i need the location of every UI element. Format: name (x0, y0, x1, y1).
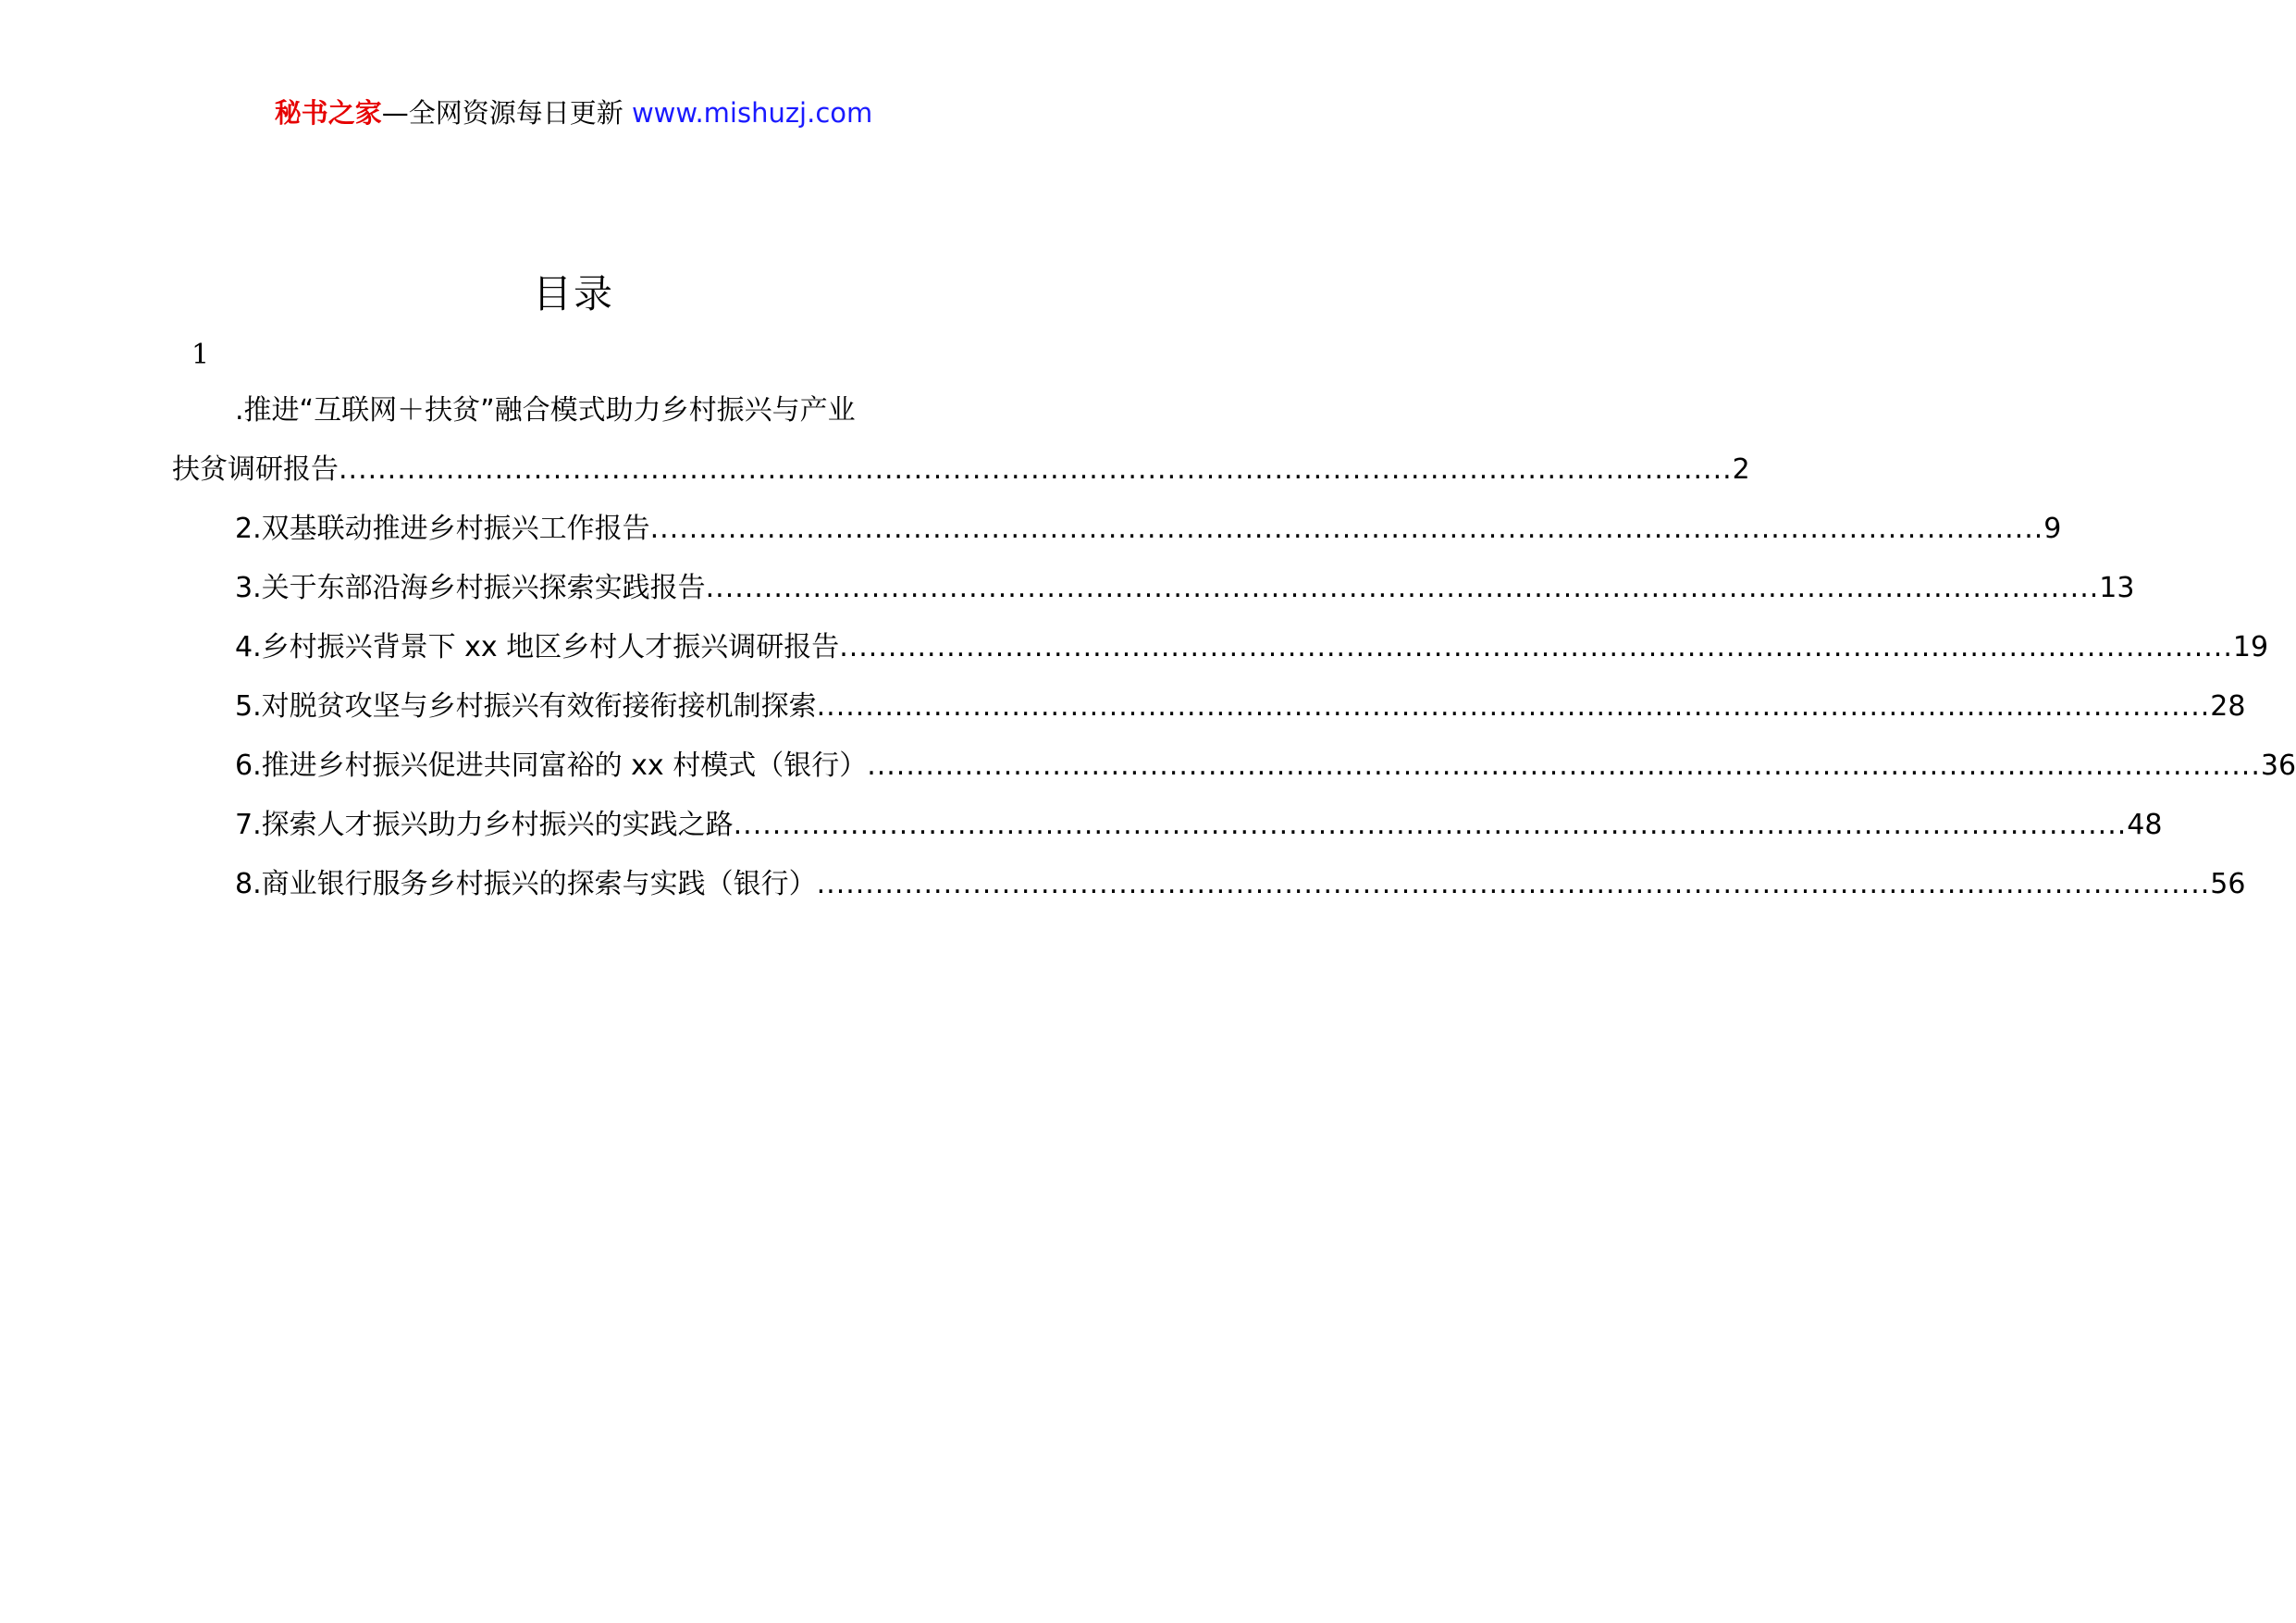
toc-entry-title: 5.对脱贫攻坚与乡村振兴有效衔接衔接机制探索 (235, 690, 817, 723)
toc-leader-dots: ............................................................................................................................................... (867, 750, 2261, 782)
toc-entry-page: 19 (2232, 631, 2269, 663)
toc-leader-dots: ............................................................................................................................................... (839, 631, 2233, 663)
stray-page-number: 1 (191, 339, 210, 371)
site-url-link[interactable]: www.mishuzj.com (631, 97, 873, 129)
site-brand: 秘书之家 (274, 97, 382, 129)
toc-leader-dots: ............................................................................................................................................... (649, 513, 2044, 545)
toc-entry-title: 8.商业银行服务乡村振兴的探索与实践（银行） (235, 868, 817, 900)
toc-leader-dots: ............................................................................................................................................... (816, 690, 2211, 723)
toc-entry-title: 6.推进乡村振兴促进共同富裕的 xx 村模式（银行） (235, 750, 868, 782)
toc-entry-6[interactable] (235, 748, 2296, 785)
toc-entry-4[interactable] (235, 629, 2269, 666)
toc-entry-page: 9 (2043, 513, 2062, 545)
toc-entry-3[interactable] (235, 570, 2135, 607)
toc-leader-dots: ............................................................................................................................................... (816, 868, 2211, 900)
toc-entry-page: 48 (2127, 809, 2163, 841)
toc-entry-title: 3.关于东部沿海乡村振兴探索实践报告 (235, 572, 706, 604)
toc-entry-page: 36 (2260, 750, 2296, 782)
site-header (0, 94, 1147, 131)
toc-entry-8[interactable] (235, 866, 2246, 903)
site-tagline: —全网资源每日更新 (381, 97, 632, 129)
toc-entry-page: 56 (2210, 868, 2246, 900)
toc-entry-page: 28 (2210, 690, 2246, 723)
toc-entry-1-title-part-1: .推进“互联网＋扶贫”融合模式助力乡村振兴与产业 (235, 394, 856, 427)
toc-entry-title: 4.乡村振兴背景下 xx 地区乡村人才振兴调研报告 (235, 631, 840, 663)
toc-entry-5[interactable] (235, 688, 2246, 725)
toc-entry-2[interactable] (235, 511, 2062, 548)
toc-entry-title: 2.双基联动推进乡村振兴工作报告 (235, 513, 650, 545)
toc-entry-page: 13 (2099, 572, 2135, 604)
toc-entry-1-line-2[interactable] (172, 452, 1750, 489)
toc-leader-dots: ............................................................................................................................................... (705, 572, 2100, 604)
toc-entry-1-title-part-2: 扶贫调研报告 (172, 453, 339, 486)
toc-leader-dots: ............................................................................................................................................... (339, 453, 1733, 486)
toc-title: 目录 (532, 271, 614, 316)
toc-entry-7[interactable] (235, 807, 2163, 844)
toc-entry-1-page: 2 (1732, 453, 1750, 486)
toc-entry-title: 7.探索人才振兴助力乡村振兴的实践之路 (235, 809, 734, 841)
toc-entry-1-line-1[interactable] (235, 392, 968, 429)
toc-leader-dots: ............................................................................................................................................... (733, 809, 2128, 841)
